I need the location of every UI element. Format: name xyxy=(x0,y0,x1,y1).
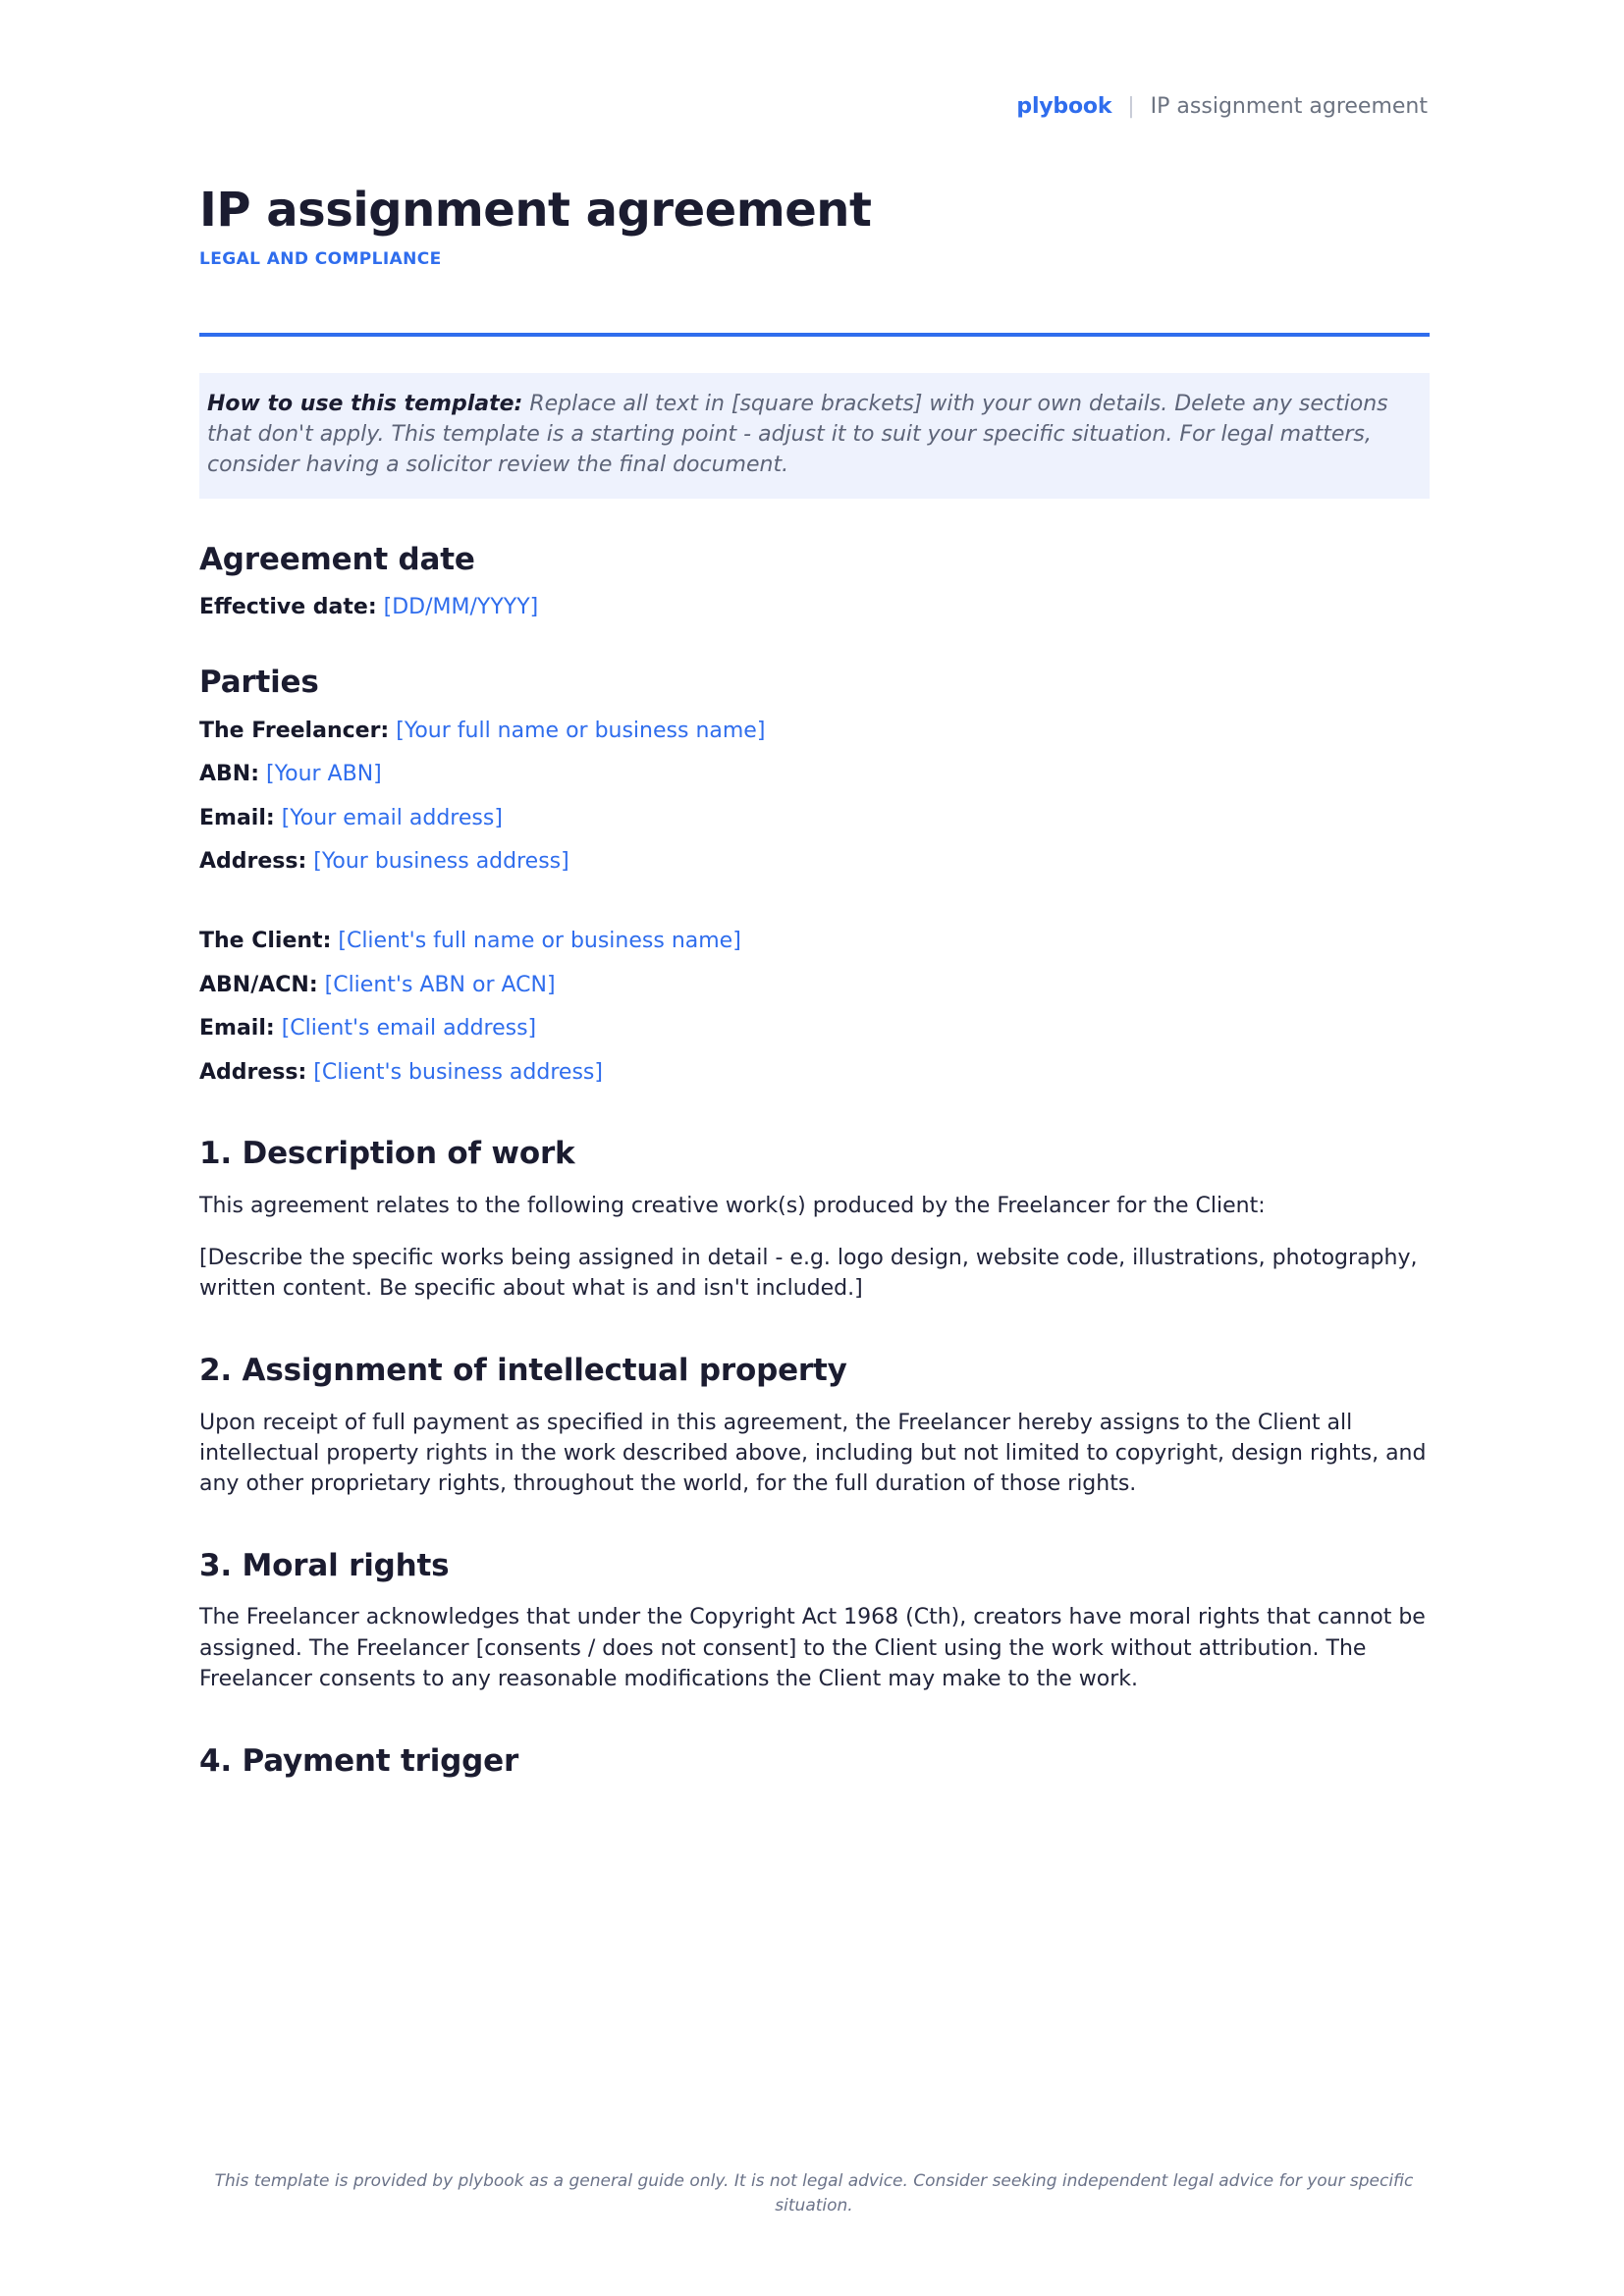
field-label: The Freelancer: xyxy=(199,718,390,743)
field-freelancer-email xyxy=(199,805,1430,833)
section-heading-payment-trigger: 4. Payment trigger xyxy=(199,1743,519,1780)
field-placeholder-value: [Your email address] xyxy=(281,805,503,830)
paragraph-moral-rights: The Freelancer acknowledges that under the Copyright Act 1968 (Cth), creators have moral rights that cannot be assigned. The Freelancer [consents / does not consent] to the Client using the work without attribution. The Freelancer consents to any reasonable modifications the Client may make to the work. xyxy=(199,1605,1426,1691)
section-heading-assignment-of-ip: 2. Assignment of intellectual property xyxy=(199,1353,847,1389)
party-block-spacer xyxy=(199,892,1430,928)
field-placeholder-value: [Your business address] xyxy=(313,849,569,875)
section-heading-moral-rights: 3. Moral rights xyxy=(199,1548,450,1584)
field-placeholder-value: [DD/MM/YYYY] xyxy=(383,594,539,619)
field-freelancer-address xyxy=(199,848,1430,877)
field-freelancer-abn xyxy=(199,761,1430,789)
field-client-address xyxy=(199,1059,1430,1088)
field-label: Address: xyxy=(199,849,307,875)
field-client-abn-acn xyxy=(199,972,1430,1000)
field-effective-date xyxy=(199,594,1430,622)
field-freelancer-name xyxy=(199,718,1430,746)
field-label: ABN: xyxy=(199,762,260,787)
document-content xyxy=(199,373,1430,1797)
header-document-name: IP assignment agreement xyxy=(1150,94,1428,119)
field-client-email xyxy=(199,1015,1430,1043)
field-placeholder-value: [Your full name or business name] xyxy=(396,718,766,743)
field-placeholder-value: [Client's full name or business name] xyxy=(338,929,741,954)
page-title: IP assignment agreement xyxy=(199,183,872,238)
document-footer: This template is provided by plybook as a general guide only. It is not legal advice. Consider seeking independent legal advice for your specific situation. xyxy=(214,2171,1414,2216)
field-label: ABN/ACN: xyxy=(199,972,318,997)
callout-body-text: Replace all text in [square brackets] with your own details. Delete any sections that don't apply. This template is a starting point - adjust it to suit your specific situation. For legal matters, consider having a solicitor review the final document. xyxy=(207,392,1388,478)
field-label: Effective date: xyxy=(199,594,377,619)
field-placeholder-value: [Client's business address] xyxy=(313,1059,603,1085)
section-heading-agreement-date: Agreement date xyxy=(199,541,475,577)
paragraph-description-placeholder: [Describe the specific works being assigned in detail - e.g. logo design, website code, illustrations, photography, written content. Be specific about what is and isn't included.] xyxy=(199,1245,1418,1302)
title-block xyxy=(199,185,1428,269)
field-placeholder-value: [Your ABN] xyxy=(266,762,382,787)
header-separator: | xyxy=(1127,94,1135,119)
document-category: LEGAL AND COMPLIANCE xyxy=(199,248,442,269)
callout-lead-label: How to use this template: xyxy=(207,392,523,416)
paragraph-description-intro: This agreement relates to the following creative work(s) produced by the Freelancer for the Client: xyxy=(199,1193,1266,1218)
field-label: Email: xyxy=(199,1016,275,1041)
field-label: The Client: xyxy=(199,929,332,954)
field-label: Email: xyxy=(199,805,275,830)
how-to-use-callout xyxy=(199,373,1430,499)
field-placeholder-value: [Client's email address] xyxy=(281,1016,537,1041)
title-divider xyxy=(199,333,1430,337)
paragraph-assignment-of-ip: Upon receipt of full payment as specified in this agreement, the Freelancer hereby assigns to the Client all intellectual property rights in the work described above, including but not limited to copyright, design rights, and any other proprietary rights, throughout the world, for the full duration of those rights. xyxy=(199,1410,1427,1496)
field-label: Address: xyxy=(199,1059,307,1085)
section-heading-parties: Parties xyxy=(199,665,319,701)
field-placeholder-value: [Client's ABN or ACN] xyxy=(324,972,556,997)
document-header xyxy=(201,94,1428,119)
section-heading-description-of-work: 1. Description of work xyxy=(199,1136,575,1172)
plybook-logo: plybook xyxy=(1016,94,1112,119)
field-client-name xyxy=(199,928,1430,956)
